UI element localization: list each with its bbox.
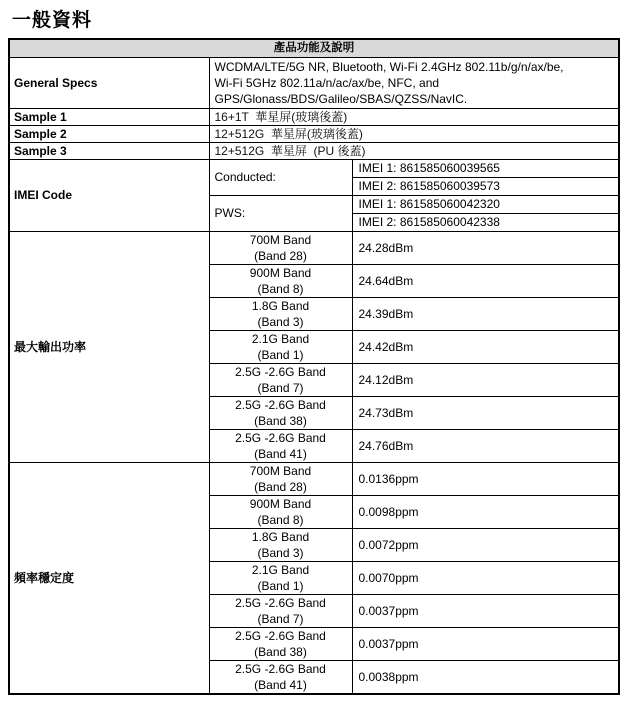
freq-stability-value: 0.0038ppm [352,660,619,694]
band-cell [209,528,352,561]
section-header: 產品功能及說明 [9,39,619,57]
band-cell [209,561,352,594]
band-cell [209,627,352,660]
general-specs-line: WCDMA/LTE/5G NR, Bluetooth, Wi-Fi 2.4GHz 802.11b/g/n/ax/be, [214,59,564,74]
band-number: (Band 8) [257,512,304,527]
imei-value: IMEI 2: 861585060039573 [352,177,619,195]
band-number: (Band 41) [254,446,307,461]
band-number: (Band 7) [257,380,304,395]
general-specs-line: Wi-Fi 5GHz 802.11a/n/ac/ax/be, NFC, and [214,75,440,90]
band-name: 2.5G -2.6G Band [235,595,326,610]
general-specs-row [9,57,619,108]
spec-table-body [9,39,619,694]
band-name: 2.5G -2.6G Band [235,661,326,676]
sample-row [9,142,619,159]
freq-stability-label: 頻率穩定度 [9,462,209,694]
band-cell [209,363,352,396]
max-power-value: 24.39dBm [352,297,619,330]
band-name: 2.1G Band [251,562,310,577]
band-number: (Band 8) [257,281,304,296]
sample-label: Sample 3 [9,142,209,159]
imei-value: IMEI 1: 861585060042320 [352,195,619,213]
max-power-value: 24.73dBm [352,396,619,429]
band-number: (Band 41) [254,677,307,692]
imei-label: IMEI Code [9,159,209,231]
freq-stability-value: 0.0037ppm [352,594,619,627]
band-cell [209,594,352,627]
max-power-row [9,231,619,264]
band-number: (Band 38) [254,413,307,428]
band-name: 700M Band [249,232,312,247]
freq-stability-value: 0.0070ppm [352,561,619,594]
spec-table [8,38,620,695]
band-name: 900M Band [249,265,312,280]
freq-stability-value: 0.0072ppm [352,528,619,561]
general-specs-value [209,57,619,108]
band-name: 2.1G Band [251,331,310,346]
sample-value: 16+1T 華星屏(玻璃後蓋) [209,108,619,125]
band-number: (Band 28) [254,248,307,263]
band-cell [209,495,352,528]
freq-stability-value: 0.0037ppm [352,627,619,660]
max-power-value: 24.76dBm [352,429,619,462]
band-number: (Band 1) [257,347,304,362]
sample-row [9,108,619,125]
sample-row [9,125,619,142]
band-number: (Band 3) [257,314,304,329]
freq-stability-value: 0.0098ppm [352,495,619,528]
page-title: 一般資料 [12,10,93,31]
imei-pws-label: PWS: [209,195,352,231]
band-name: 2.5G -2.6G Band [235,628,326,643]
band-name: 2.5G -2.6G Band [235,364,326,379]
band-cell [209,396,352,429]
band-name: 1.8G Band [251,529,310,544]
band-number: (Band 38) [254,644,307,659]
max-power-label: 最大輸出功率 [9,231,209,462]
band-name: 2.5G -2.6G Band [235,430,326,445]
band-name: 700M Band [249,463,312,478]
section-header-row [9,39,619,57]
max-power-value: 24.42dBm [352,330,619,363]
band-number: (Band 3) [257,545,304,560]
band-name: 900M Band [249,496,312,511]
imei-conducted-label: Conducted: [209,159,352,195]
max-power-value: 24.12dBm [352,363,619,396]
band-number: (Band 7) [257,611,304,626]
band-cell [209,330,352,363]
imei-value: IMEI 1: 861585060039565 [352,159,619,177]
band-cell [209,462,352,495]
sample-label: Sample 2 [9,125,209,142]
general-specs-line: GPS/Glonass/BDS/Galileo/SBAS/QZSS/NavIC. [214,91,468,106]
band-cell [209,660,352,694]
band-name: 2.5G -2.6G Band [235,397,326,412]
sample-value: 12+512G 華星屏(玻璃後蓋) [209,125,619,142]
imei-row [9,159,619,177]
band-number: (Band 1) [257,578,304,593]
imei-value: IMEI 2: 861585060042338 [352,213,619,231]
sample-label: Sample 1 [9,108,209,125]
band-cell [209,429,352,462]
general-specs-label: General Specs [9,57,209,108]
band-cell [209,231,352,264]
band-number: (Band 28) [254,479,307,494]
max-power-value: 24.64dBm [352,264,619,297]
freq-stability-value: 0.0136ppm [352,462,619,495]
sample-value: 12+512G 華星屏 (PU 後蓋) [209,142,619,159]
freq-stability-row [9,462,619,495]
band-cell [209,264,352,297]
max-power-value: 24.28dBm [352,231,619,264]
band-name: 1.8G Band [251,298,310,313]
band-cell [209,297,352,330]
